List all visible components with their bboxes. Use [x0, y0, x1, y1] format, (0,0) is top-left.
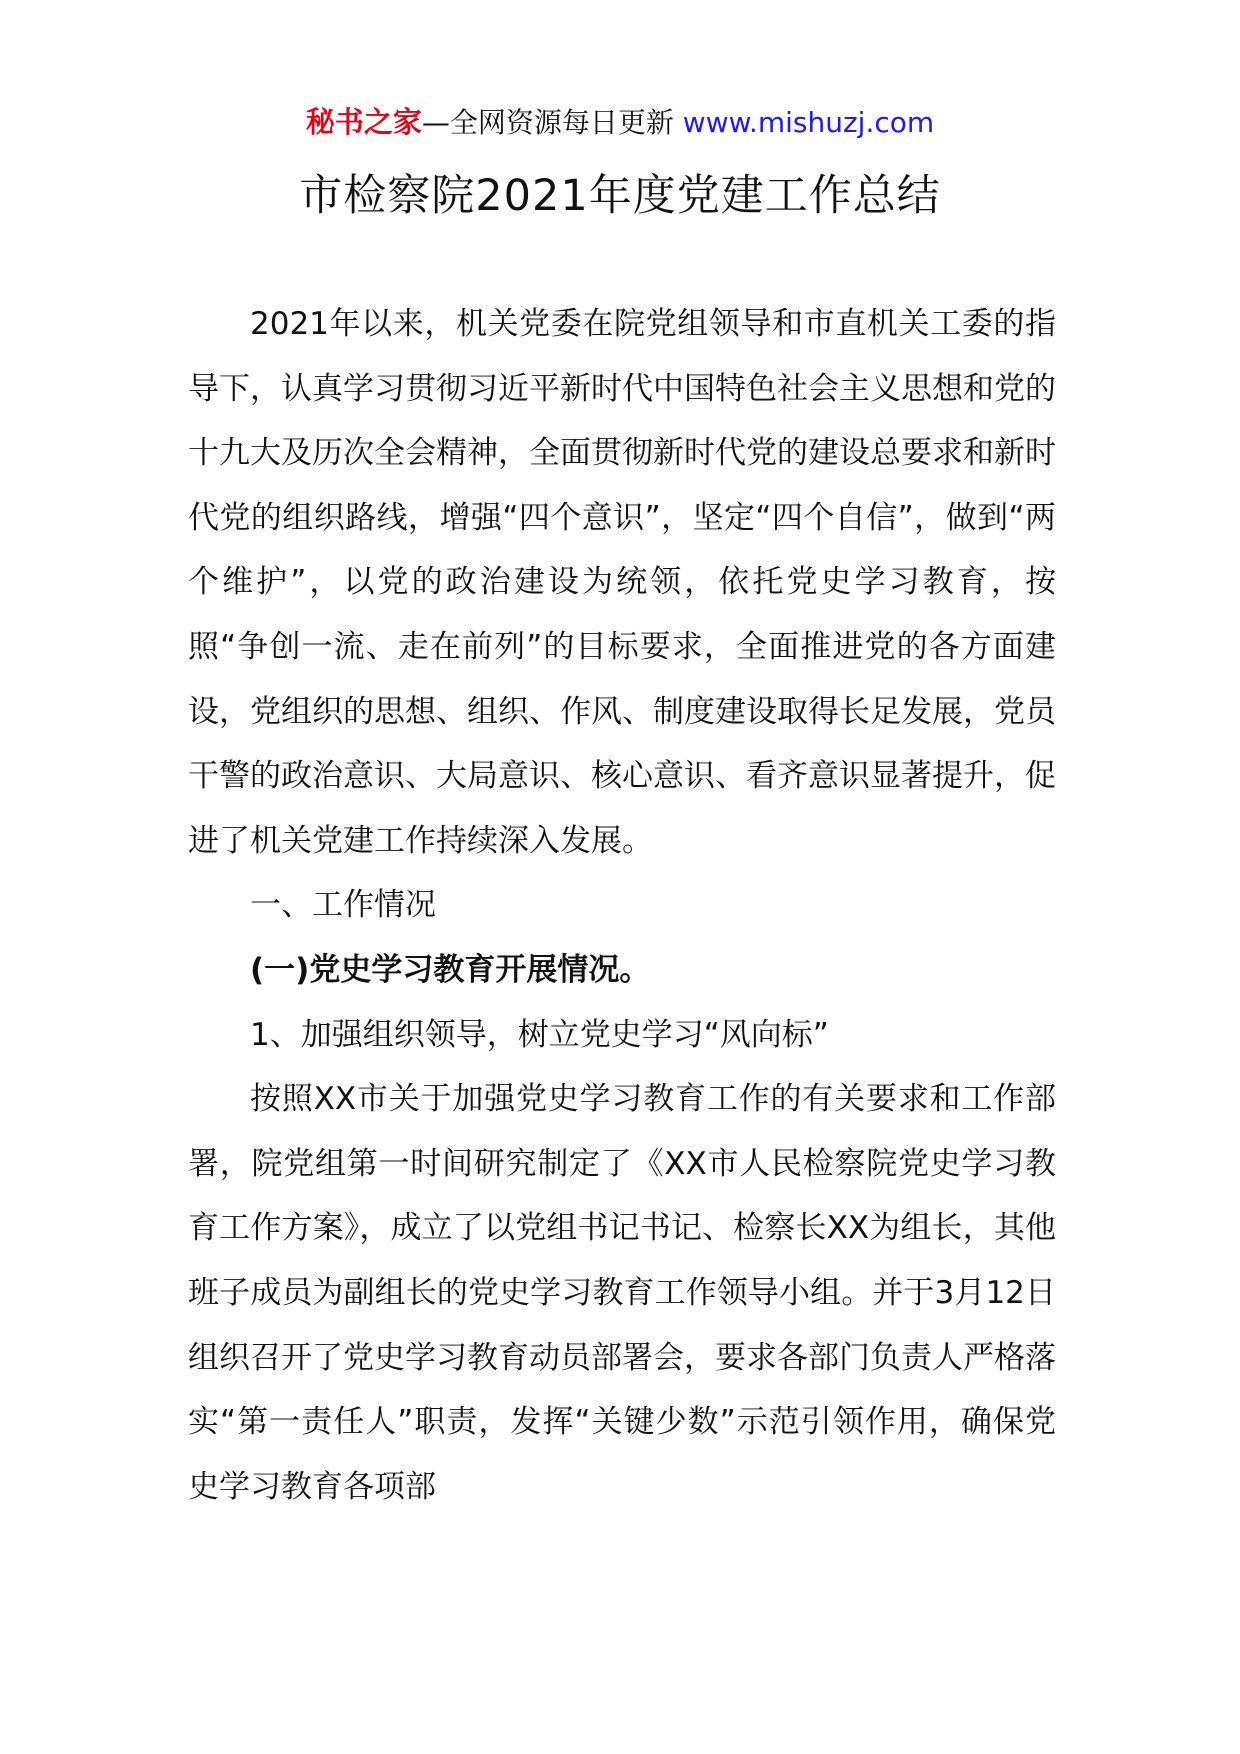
- site-slogan: —全网资源每日更新: [421, 106, 674, 139]
- body-paragraph: 按照XX市关于加强党史学习教育工作的有关要求和工作部署，院党组第一时间研究制定了《XX市人民检察院党史学习教育工作方案》，成立了以党组书记书记、检察长XX为组长，其他班子成员为副组长的党史学习教育工作领导小组。并于3月12日组织召开了党史学习教育动员部署会，要求各部门负责人严格落实“第一责任人”职责，发挥“关键少数”示范引领作用，确保党史学习教育各项部: [188, 1081, 1056, 1505]
- subsection-heading: (一)党史学习教育开展情况。: [250, 951, 651, 988]
- document-body: [188, 292, 1056, 1519]
- item-heading: 1、加强组织领导，树立党史学习“风向标”: [250, 1016, 829, 1053]
- document-title: 市检察院2021年度党建工作总结: [299, 171, 941, 221]
- site-brand: 秘书之家: [305, 105, 422, 139]
- site-header: [0, 102, 1240, 143]
- site-url-link[interactable]: www.mishuzj.com: [682, 106, 935, 139]
- intro-paragraph: 2021年以来，机关党委在院党组领导和市直机关工委的指导下，认真学习贯彻习近平新时代中国特色社会主义思想和党的十九大及历次全会精神，全面贯彻新时代党的建设总要求和新时代党的组织路线，增强“四个意识”，坚定“四个自信”，做到“两个维护”，以党的政治建设为统领，依托党史学习教育，按照“争创一流、走在前列”的目标要求，全面推进党的各方面建设，党组织的思想、组织、作风、制度建设取得长足发展，党员干警的政治意识、大局意识、核心意识、看齐意识显著提升，促进了机关党建工作持续深入发展。: [188, 306, 1056, 859]
- section-heading: 一、工作情况: [250, 887, 436, 924]
